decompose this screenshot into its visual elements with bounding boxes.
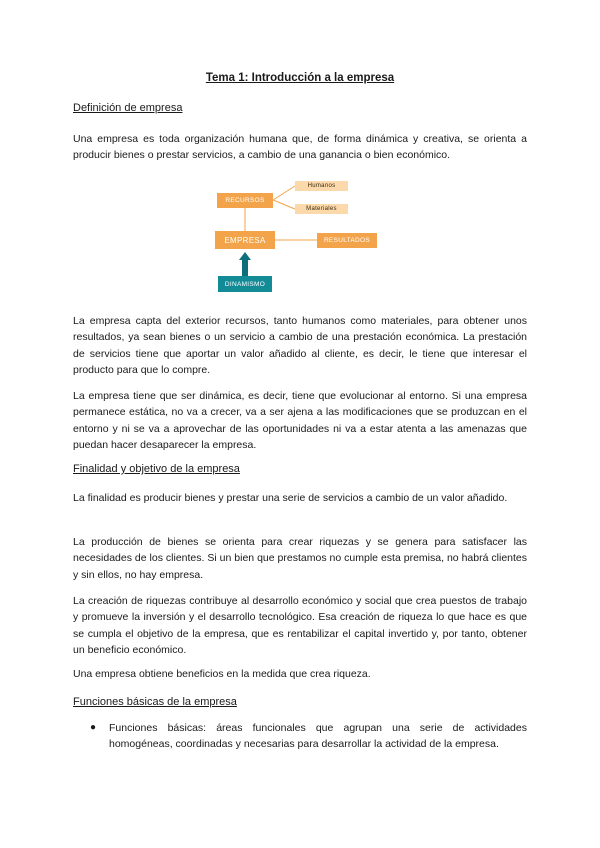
- paragraph-definicion-3: La empresa tiene que ser dinámica, es decir, tiene que evolucionar al entorno. Si una empresa permanece estática, no va a crecer, va a ser ajena a las modificaciones que se produzcan en el entorno y ni se va a aprovechar de las oportunidades ni va a estar atenta a las amenazas que puedan hacer desaparecer la empresa.: [73, 390, 527, 452]
- paragraph-definicion-1: Una empresa es toda organización humana que, de forma dinámica y creativa, se orienta a producir bienes o prestar servicios, a cambio de una ganancia o bien económico.: [73, 133, 527, 162]
- paragraph-finalidad-2: La producción de bienes se orienta para crear riquezas y se genera para satisfacer las necesidades de los clientes. Si un bien que prestamos no cumple esta premisa, no habrá clientes y sin ellos, no hay empresa.: [73, 536, 527, 581]
- paragraph-finalidad-4: Una empresa obtiene beneficios en la medida que crea riqueza.: [73, 668, 371, 680]
- diagram-box-humanos: Humanos: [295, 181, 348, 191]
- diagram-box-recursos: RECURSOS: [217, 193, 273, 208]
- connector-recursos-humanos: [273, 186, 295, 200]
- section-heading-funciones: Funciones básicas de la empresa: [73, 696, 237, 708]
- paragraph-definicion-2: La empresa capta del exterior recursos, tanto humanos como materiales, para obtener unos resultados, ya sean bienes o un servicio a cambio de una prestación económica. La prestación de servicios tiene que aportar un valor añadido al cliente, es decir, le tiene que interesar el producto para que lo compre.: [73, 315, 527, 377]
- section-heading-finalidad: Finalidad y objetivo de la empresa: [73, 463, 240, 475]
- empresa-diagram: [215, 178, 385, 294]
- bullet-text: Funciones básicas: áreas funcionales que agrupan una serie de actividades homogéneas, coordinadas y necesarias para desarrollar la actividad de la empresa.: [109, 722, 527, 751]
- paragraph-finalidad-1: La finalidad es producir bienes y prestar una serie de servicios a cambio de un valor añadido.: [73, 492, 508, 504]
- diagram-box-empresa: EMPRESA: [215, 231, 275, 249]
- diagram-box-dinamismo: DINAMISMO: [218, 276, 272, 292]
- dinamismo-arrow-icon: [239, 252, 251, 276]
- diagram-box-resultados: RESULTADOS: [317, 233, 377, 248]
- document-title: Tema 1: Introducción a la empresa: [205, 72, 395, 84]
- list-item: [73, 720, 527, 753]
- paragraph-finalidad-3: La creación de riquezas contribuye al desarrollo económico y social que crea puestos de trabajo y promueve la inversión y el desarrollo tecnológico. Esa creación de riqueza lo que hace es que se cumpla el objetivo de la empresa, que es rentabilizar el capital invertido y, por tanto, obtener un beneficio económico.: [73, 595, 527, 657]
- diagram-box-materiales: Materiales: [295, 204, 348, 214]
- funciones-bullet-list: [73, 720, 527, 753]
- section-heading-definicion: Definición de empresa: [73, 102, 183, 114]
- bullet-icon: ●: [90, 722, 97, 733]
- connector-recursos-materiales: [273, 200, 295, 209]
